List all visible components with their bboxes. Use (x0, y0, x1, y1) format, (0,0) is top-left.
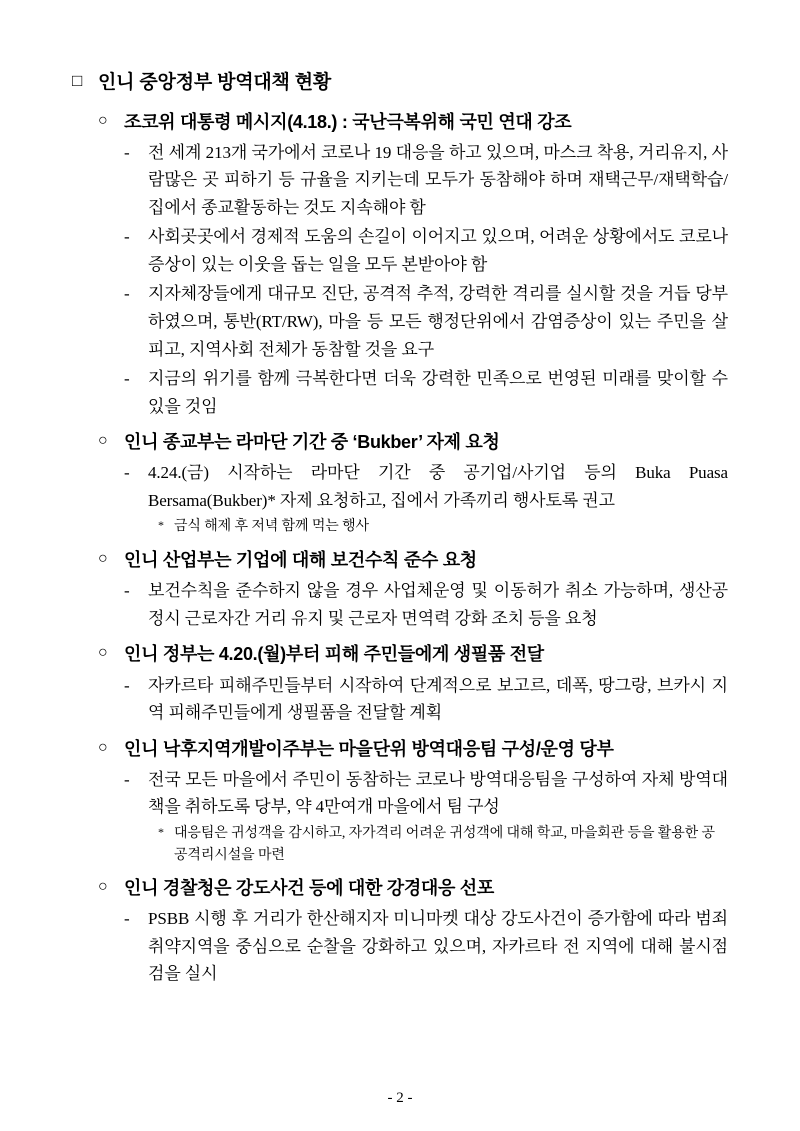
footnote-text: 대응팀은 귀성객을 감시하고, 자가격리 어려운 귀성객에 대해 학교, 마을회관 등을 활용한 공공격리시설을 마련 (174, 825, 715, 863)
section-heading-text: 인니 종교부는 라마단 기간 중 ‘Bukber’ 자제 요청 (124, 432, 500, 453)
list-item-text: 자카르타 피해주민들부터 시작하여 단계적으로 보고르, 데폭, 땅그랑, 브카시 지역 피해주민들에게 생필품을 전달할 계획 (148, 675, 728, 723)
circle-bullet-icon: ○ (98, 432, 108, 450)
section-heading-text: 인니 정부는 4.20.(월)부터 피해 주민들에게 생필품 전달 (124, 644, 544, 665)
asterisk-bullet-icon: * (158, 518, 164, 533)
list-item (124, 766, 728, 821)
list-item (124, 577, 728, 632)
section-heading (98, 548, 728, 573)
list-item-text: 보건수칙을 준수하지 않을 경우 사업체운영 및 이동허가 취소 가능하며, 생산공정시 근로자간 거리 유지 및 근로자 면역력 강화 조치 등을 요청 (148, 581, 728, 628)
dash-bullet-icon: - (124, 284, 130, 304)
document-title-text: 인니 중앙정부 방역대책 현황 (98, 72, 332, 93)
list-item-text: PSBB 시행 후 거리가 한산해지자 미니마켓 대상 강도사건이 증가함에 따라 범죄취약지역을 중심으로 순찰을 강화하고 있으며, 자카르타 전 지역에 대해 불시점검을 실시 (148, 909, 728, 984)
section-heading (98, 430, 728, 455)
dash-bullet-icon: - (124, 581, 130, 601)
footnote (158, 516, 728, 538)
circle-bullet-icon: ○ (98, 738, 108, 756)
dash-bullet-icon: - (124, 369, 130, 389)
section-heading (98, 876, 728, 901)
section-heading-text: 인니 산업부는 기업에 대해 보건수칙 준수 요청 (124, 550, 477, 571)
dash-bullet-icon: - (124, 769, 130, 789)
list-item-text: 지자체장들에게 대규모 진단, 공격적 추적, 강력한 격리를 실시할 것을 거듭 당부하였으며, 통반(RT/RW), 마을 등 모든 행정단위에서 감염증상이 있는 주민을 살피고, 지역사회 전체가 동참할 것을 요구 (148, 284, 728, 359)
dash-bullet-icon: - (124, 463, 130, 483)
footnote-text: 금식 해제 후 저녁 함께 먹는 행사 (174, 519, 369, 535)
dash-bullet-icon: - (124, 142, 130, 162)
list-item (124, 459, 728, 514)
document-title (72, 70, 728, 96)
list-item-text: 사회곳곳에서 경제적 도움의 손길이 이어지고 있으며, 어려운 상황에서도 코로나 증상이 있는 이웃을 돕는 일을 모두 본받아야 함 (148, 227, 728, 274)
section-heading (98, 737, 728, 762)
dash-bullet-icon: - (124, 675, 130, 695)
section-heading-text: 인니 경찰청은 강도사건 등에 대한 강경대응 선포 (124, 878, 494, 899)
section-heading-text: 조코위 대통령 메시지(4.18.) : 국난극복위해 국민 연대 강조 (124, 111, 572, 132)
circle-bullet-icon: ○ (98, 644, 108, 662)
list-item (124, 223, 728, 278)
list-item (124, 365, 728, 420)
list-item (124, 139, 728, 222)
section-heading (98, 110, 728, 135)
square-bullet-icon: □ (72, 71, 83, 90)
circle-bullet-icon: ○ (98, 878, 108, 896)
list-item-text: 전국 모든 마을에서 주민이 동참하는 코로나 방역대응팀을 구성하여 자체 방역대책을 취하도록 당부, 약 4만여개 마을에서 팀 구성 (148, 769, 728, 817)
circle-bullet-icon: ○ (98, 550, 108, 568)
list-item-text: 지금의 위기를 함께 극복한다면 더욱 강력한 민족으로 번영된 미래를 맞이할 수 있을 것임 (148, 369, 728, 416)
dash-bullet-icon: - (124, 909, 130, 929)
asterisk-bullet-icon: * (158, 824, 164, 839)
list-item (124, 905, 728, 988)
page-number: - 2 - (387, 1090, 413, 1106)
list-item (124, 280, 728, 363)
list-item (124, 672, 728, 727)
circle-bullet-icon: ○ (98, 111, 108, 129)
list-item-text: 4.24.(금) 시작하는 라마단 기간 중 공기업/사기업 등의 Buka Puasa Bersama(Bukber)* 자제 요청하고, 집에서 가족끼리 행사토록 권고 (148, 463, 728, 510)
list-item-text: 전 세계 213개 국가에서 코로나 19 대응을 하고 있으며, 마스크 착용, 거리유지, 사람많은 곳 피하기 등 규율을 지키는데 모두가 동참해야 하며 재택근무/재택학습/집에서 종교활동하는 것도 지속해야 함 (148, 142, 728, 217)
section-heading (98, 642, 728, 667)
section-heading-text: 인니 낙후지역개발이주부는 마을단위 방역대응팀 구성/운영 당부 (124, 738, 614, 759)
footnote (158, 823, 728, 866)
dash-bullet-icon: - (124, 227, 130, 247)
